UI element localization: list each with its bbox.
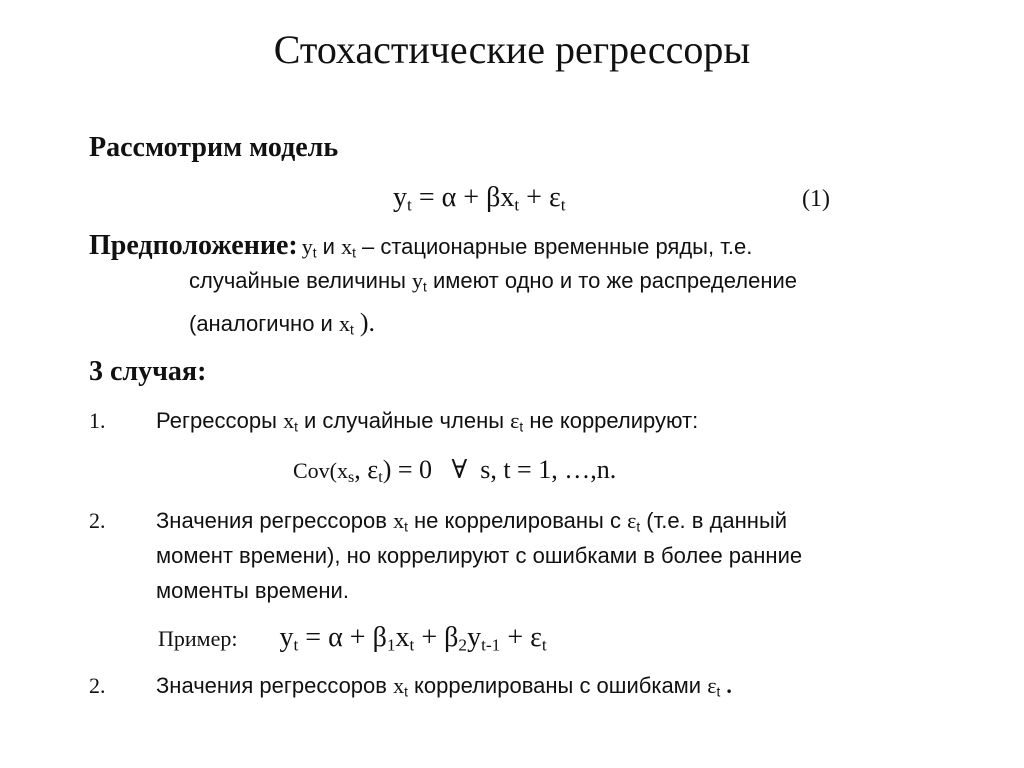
item-text: Значения регрессоров	[156, 508, 387, 533]
cov-result: ) = 0	[382, 455, 433, 484]
assumption-text: – стационарные временные ряды, т.е.	[362, 234, 753, 259]
item-text: .	[726, 673, 732, 698]
eq-sub-t: t	[407, 195, 412, 215]
sub-t: t	[378, 469, 383, 487]
var-x: x	[338, 311, 350, 336]
eq-plus: +	[421, 622, 438, 653]
sub-t: t	[423, 279, 427, 295]
sub-1: 1	[386, 635, 396, 655]
eq-plus: +	[349, 622, 366, 653]
eq-plus: +	[463, 182, 480, 213]
sub-t: t	[541, 635, 547, 655]
item-text: Значения регрессоров	[156, 673, 387, 698]
eq-beta: β	[486, 182, 501, 213]
var-y: y	[412, 268, 424, 293]
eq-alpha: α	[441, 182, 457, 213]
var-x: x	[283, 408, 295, 433]
assumption-label: Предположение:	[89, 230, 298, 261]
assumption-text: (аналогично и	[189, 311, 333, 336]
eq-y: y	[279, 622, 294, 653]
var-epsilon: ε	[627, 508, 637, 533]
sub-t: t	[404, 684, 408, 700]
assumption-line-2	[189, 268, 797, 294]
eq-y: y	[467, 622, 482, 653]
eq-plus: +	[507, 622, 524, 653]
eq-epsilon: ε	[548, 182, 561, 213]
item-text: не коррелируют:	[529, 408, 699, 433]
var-epsilon: ε	[510, 408, 520, 433]
list-item	[156, 673, 732, 699]
item-text-line-3: моменты времени.	[156, 578, 349, 603]
example-equation	[279, 622, 546, 653]
sub-t: t	[349, 322, 354, 338]
list-item	[156, 508, 787, 534]
eq-x: x	[500, 182, 515, 213]
eq-epsilon: ε	[530, 622, 542, 653]
var-epsilon: ε	[367, 455, 379, 484]
assumption-text: ).	[359, 308, 376, 337]
eq-x: x	[395, 622, 410, 653]
cov-comma: ,	[354, 455, 361, 484]
forall-symbol: ∀	[451, 455, 468, 484]
list-number: 1.	[89, 408, 106, 433]
var-x: x	[393, 673, 405, 698]
sub-t: t	[352, 245, 356, 261]
equation-number: (1)	[802, 186, 830, 212]
eq-sign: =	[305, 622, 322, 653]
var-y: y	[301, 234, 313, 259]
eq-alpha: α	[328, 622, 343, 653]
var-epsilon: ε	[707, 673, 717, 698]
example-label: Пример:	[158, 626, 238, 651]
model-equation	[393, 182, 566, 214]
page-title: Стохастические регрессоры	[273, 27, 751, 72]
item-text-line-2: момент времени), но коррелируют с ошибками в более ранние	[156, 543, 803, 568]
item-text: (т.е. в данный	[646, 508, 788, 533]
list-number: 2.	[89, 508, 106, 533]
item-text: коррелированы с ошибками	[414, 673, 702, 698]
intro-heading: Рассмотрим модель	[89, 132, 339, 163]
word-and: и	[322, 234, 335, 259]
eq-plus: +	[526, 182, 542, 213]
eq-beta: β	[372, 622, 387, 653]
sub-t: t	[294, 419, 298, 435]
eq-sub-t: t	[560, 195, 566, 215]
var-x: x	[393, 508, 405, 533]
eq-beta: β	[444, 622, 459, 653]
sub-t: t	[716, 684, 721, 700]
cases-heading: 3 случая:	[89, 356, 207, 387]
eq-y: y	[393, 182, 407, 213]
sub-t: t	[636, 519, 641, 535]
assumption-line-3	[189, 308, 375, 338]
list-number: 2.	[89, 673, 106, 698]
assumption-text: имеют одно и то же распределение	[432, 268, 798, 293]
example-line	[158, 622, 547, 654]
item-text: и случайные члены	[304, 408, 505, 433]
cov-range: s, t = 1, …,n.	[480, 455, 617, 484]
sub-t: t	[293, 635, 299, 655]
sub-t-minus-1: t-1	[481, 635, 501, 655]
sub-t: t	[404, 519, 408, 535]
sub-2: 2	[458, 635, 468, 655]
sub-t: t	[312, 245, 317, 261]
eq-sub-t: t	[514, 195, 520, 215]
cov-func: Cov(x	[293, 458, 348, 483]
var-x: x	[341, 234, 353, 259]
cov-equation	[293, 455, 616, 485]
eq-sign: =	[418, 182, 435, 213]
item-text: Регрессоры	[156, 408, 277, 433]
sub-t: t	[519, 419, 524, 435]
assumption-line-1	[89, 230, 752, 262]
assumption-text: случайные величины	[189, 268, 406, 293]
sub-s: s	[348, 469, 355, 487]
sub-t: t	[409, 635, 415, 655]
item-text: не коррелированы с	[414, 508, 621, 533]
list-item	[156, 408, 698, 434]
